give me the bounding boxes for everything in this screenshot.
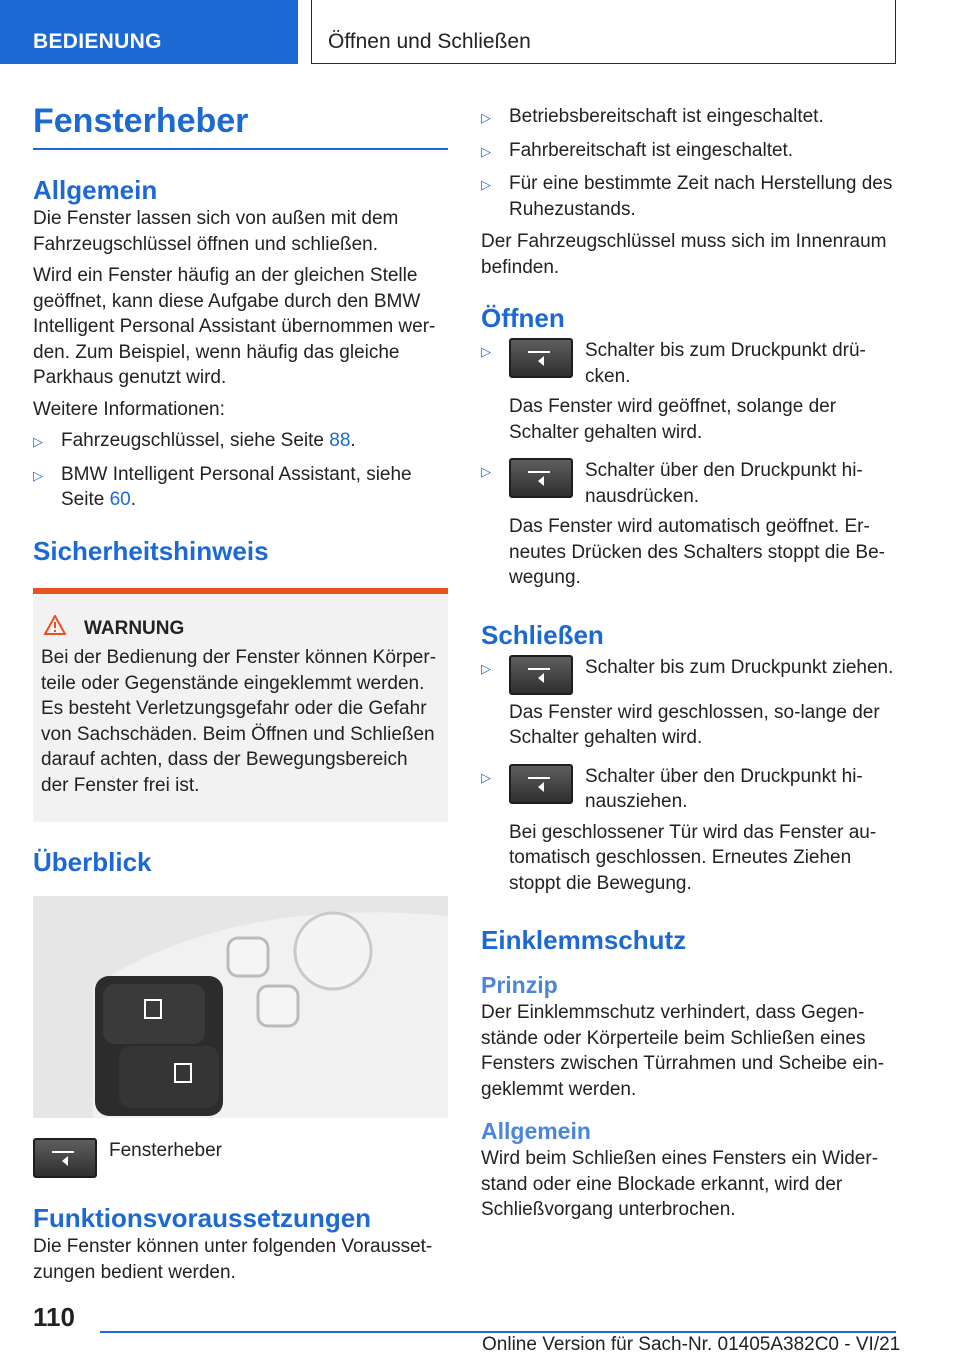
window-switch-photo — [33, 896, 448, 1118]
triangle-bullet-icon: ▷ — [481, 110, 491, 125]
page-title: Fensterheber — [33, 100, 448, 150]
right-column — [481, 104, 896, 1229]
window-switch-icon — [509, 764, 573, 804]
list-text: Fahrbereitschaft ist eingeschaltet. — [509, 139, 794, 161]
paragraph: Wird ein Fenster häufig an der gleichen Stelle geöffnet, kann diese Aufgabe durch den BMW Intelligent Personal Assistant übernommen wer‐den. Zum Beispiel, wenn häufig das gleiche Parkhaus genutzt wird. — [33, 265, 436, 388]
warning-text: Bei der Bedienung der Fenster können Körper‐teile oder Gegenstände eingeklemmt werden. Es besteht Verletzungsgefahr oder die Gefahr von Sachschäden. Beim Öffnen und Schließen darauf achten, dass der Bewegungsbereich der Fenster frei ist. — [41, 647, 437, 796]
window-switch-icon — [33, 1138, 97, 1178]
triangle-bullet-icon: ▷ — [481, 769, 491, 785]
triangle-bullet-icon: ▷ — [33, 467, 43, 483]
legend-row — [33, 1138, 448, 1178]
heading-sicherheitshinweis: Sicherheitshinweis — [33, 535, 269, 566]
heading-funktionsvoraussetzungen: Funktionsvoraussetzungen — [33, 1203, 372, 1233]
section-label: BEDIENUNG — [33, 30, 162, 53]
step-text: Schalter über den Druckpunkt hi‐nausdrücken. — [585, 460, 863, 507]
triangle-bullet-icon: ▷ — [481, 464, 491, 479]
triangle-bullet-icon: ▷ — [33, 434, 43, 449]
list-item: ▷ Fahrzeugschlüssel, siehe Seite 88. — [33, 428, 448, 455]
step-text: Schalter bis zum Druckpunkt drü‐cken. — [585, 340, 866, 387]
step-text: Schalter bis zum Druckpunkt ziehen. — [585, 656, 894, 678]
page-link[interactable]: 88 — [329, 430, 351, 451]
chapter-label: Öffnen und Schließen — [328, 30, 531, 53]
page-link[interactable]: 60 — [109, 489, 131, 510]
heading-prinzip: Prinzip — [481, 972, 558, 998]
paragraph: Die Fenster können unter folgenden Vorausset‐zungen bedient werden. — [33, 1236, 433, 1283]
footer-text: Online Version für Sach-Nr. 01405A382C0 - VI/21 — [482, 1334, 901, 1355]
footer-rule — [100, 1331, 896, 1333]
heading-schliessen: Schließen — [481, 619, 604, 650]
list-item — [481, 138, 896, 165]
list-text: Für eine bestimmte Zeit nach Herstellung des Ruhezustands. — [509, 173, 893, 220]
paragraph: Der Fahrzeugschlüssel muss sich im Innenraum befinden. — [481, 231, 887, 278]
page-number: 110 — [33, 1302, 75, 1332]
window-switch-icon — [509, 338, 573, 378]
warning-title — [41, 615, 440, 643]
window-switch-icon — [509, 458, 573, 498]
heading-oeffnen: Öffnen — [481, 303, 565, 333]
warning-box — [33, 594, 448, 823]
paragraph: Der Einklemmschutz verhindert, dass Gegen‐stände oder Körperteile beim Schließen eines Fensters zwischen Türrahmen und Scheibe ein‐geklemmt werden. — [481, 1002, 885, 1100]
step-result: Das Fenster wird geschlossen, so‐lange der Schalter gehalten wird. — [509, 701, 880, 748]
list-item — [481, 655, 896, 757]
triangle-bullet-icon: ▷ — [481, 660, 491, 676]
list-item — [481, 764, 896, 903]
heading-allgemein-2: Allgemein — [481, 1118, 591, 1144]
step-result: Bei geschlossener Tür wird das Fenster au‐tomatisch geschlossen. Erneutes Ziehen stoppt die Bewegung. — [509, 821, 877, 894]
heading-ueberblick: Überblick — [33, 847, 152, 877]
paragraph: Weitere Informationen: — [33, 398, 225, 420]
list-item: ▷ BMW Intelligent Personal Assistant, siehe Seite 60. — [33, 462, 448, 513]
left-column — [33, 100, 448, 1291]
warning-triangle-icon — [44, 615, 84, 643]
list-text: Fahrzeugschlüssel, siehe Seite — [61, 430, 330, 451]
step-result: Das Fenster wird automatisch geöffnet. Er‐neutes Drücken des Schalters stoppt die Be‐wegung. — [509, 516, 885, 588]
paragraph: Wird beim Schließen eines Fensters ein Wider‐stand oder eine Blockade erkannt, wird der Schließvorgang unterbrochen. — [481, 1148, 879, 1220]
triangle-bullet-icon: ▷ — [481, 143, 491, 159]
window-switch-icon — [509, 655, 573, 695]
legend-caption: Fensterheber — [109, 1140, 223, 1161]
list-text: BMW Intelligent Personal Assistant, siehe Seite — [61, 463, 412, 510]
list-item — [481, 458, 896, 597]
triangle-bullet-icon: ▷ — [481, 344, 491, 359]
list-text: Betriebsbereitschaft ist eingeschaltet. — [509, 106, 824, 127]
step-result: Das Fenster wird geöffnet, solange der Schalter gehalten wird. — [509, 396, 837, 443]
paragraph: Die Fenster lassen sich von außen mit dem Fahrzeugschlüssel öffnen und schließen. — [33, 208, 399, 255]
heading-allgemein: Allgemein — [33, 175, 158, 205]
list-item — [481, 338, 896, 451]
warning-label: WARNUNG — [84, 617, 185, 639]
section-tab[interactable] — [0, 0, 298, 64]
list-item — [481, 104, 896, 131]
heading-einklemmschutz: Einklemmschutz — [481, 925, 687, 955]
list-item — [481, 171, 896, 222]
triangle-bullet-icon: ▷ — [481, 177, 491, 192]
step-text: Schalter über den Druckpunkt hi‐nausziehen. — [585, 765, 863, 812]
chapter-header — [311, 0, 896, 64]
